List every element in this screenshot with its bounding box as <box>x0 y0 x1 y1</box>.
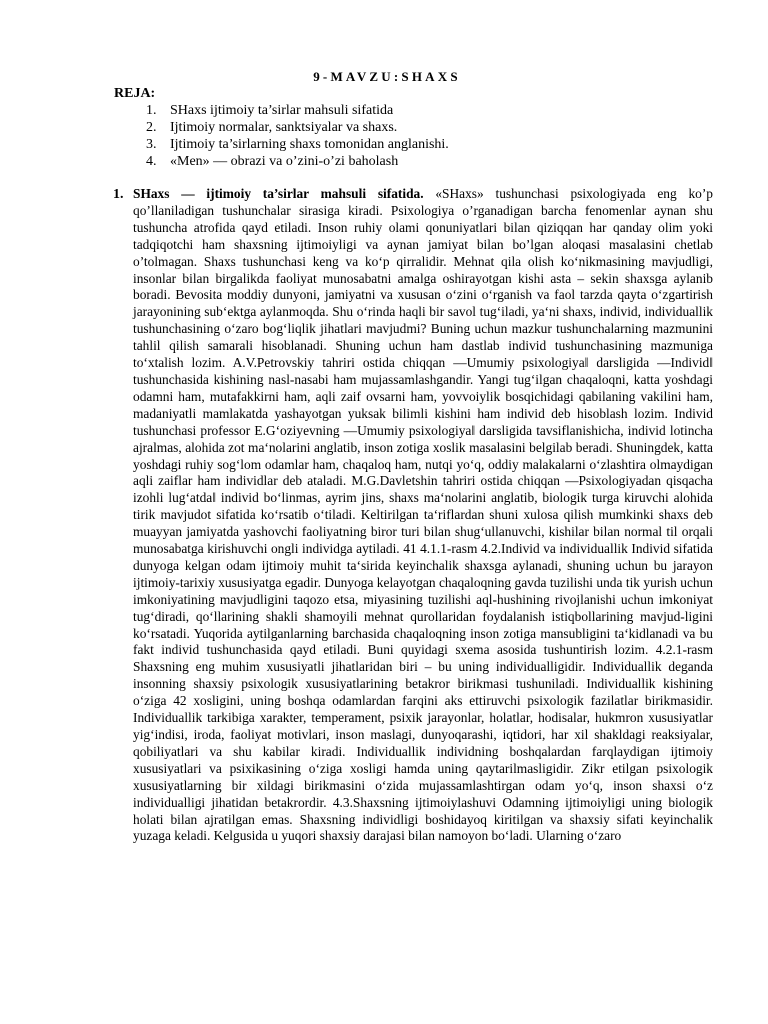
plan-item-number: 2. <box>146 120 157 135</box>
plan-item <box>146 102 449 119</box>
plan-item <box>146 136 449 153</box>
plan-item <box>146 119 449 136</box>
section-body-text: «SHaxs» tushunchasi psixologiyada eng ko’p qo’llaniladigan tushunchalar sirasiga kiradi. Psixologiya o’rganadigan barcha fenomenlar aynan shu tushuncha atrofida qayd etiladi. Inson ruhiy olami qonuniyatlari bilan qiziqqan har qanday olim yoki tadqiqotchi ham shaxsning ijtimoiyligi va aynan jamiyat bilan bo’lgan aloqasi masalasini chetlab o’tolmagan. Shaxs tushunchasi keng va ko‘p qirralidir. Mehnat qila olish ko‘nikmasining mavjudligi, insonlar bilan birgalikda faoliyat munosabatni amalga oshirayotgan kishi asta – sekin shaxsga aylanib boradi. Bevosita moddiy dunyoni, jamiyatni va xususan o‘zini o‘rganish va faol tarzda qayta o‘zgartirish jarayonining sub‘ektga aylanmoqda. Shu o‘rinda haqli bir savol tug‘iladi, ya‘ni shaxs, individ, individuallik tushunchasining o‘zaro bog‘liqlik jihatlari mavjudmi? Buning uchun mazkur tushunchalarning mazmunini tahlil qilish samarali hisoblanadi. Shuning uchun ham dastlab individ tushunchasining mazmuniga to‘xtalish lozim. A.V.Petrovskiy tahriri ostida chiqqan ―Umumiy psixologiya‖ darsligida ―Individ‖ tushunchasida kishining nasl-nasabi ham mujassamlashgandir. Yangi tug‘ilgan chaqaloqni, katta yoshdagi odamni ham, mutafakkirni ham, aqli zaif ovsarni ham, yovvoiylik bosqichidagi qabilaning vakilini ham, madaniyatli mamlakatda yashayotgan yuksak bilimli kishini ham individ deb hisoblash lozim. Individ tushunchasi professor E.G‘oziyevning ―Umumiy psixologiya‖ darsligida tavsiflanishicha, individ lotincha ajralmas, alohida zot ma‘nolarini anglatib, inson zotiga xoslik masalasini belgilab beradi. Shuningdek, katta yoshdagi ruhiy sog‘lom odamlar ham, chaqaloq ham, nutqi yo‘q, oddiy malakalarni o‘zlashtira olmaydigan aqli zaiflar ham individlar deb ataladi. M.G.Davletshin tahriri ostida chiqqan ―Psixologiyadan qisqacha izohli lug‘atda‖ individ bo‘linmas, ayrim jins, shaxs ma‘nolarini anglatib, biologik turga kiruvchi alohida tirik mavjudot sifatida ko‘rsatib o‘tiladi. Keltirilgan ta‘riflardan shuni xulosa qilish mumkinki shaxs deb muayyan jamiyatda yashovchi faoliyatning biror turi bilan shug‘ullanuvchi, kishilar bilan normal til orqali munosabatga kirishuvchi ongli individga aytiladi. 41 4.1.1-rasm 4.2.Individ va individuallik Individ sifatida dunyoga kelgan odam ijtimoiy muhit ta‘sirida keyinchalik shaxsga aylanadi, shuning uchun bu jarayon ijtimoiy-tarixiy xususiyatga egadir. Dunyoga kelayotgan chaqaloqning gavda tuzilishi unda tik yurish uchun imkoniyatining mavjudligini taqozo etsa, miyasining tuzilishi aql-hushining rivojlanishi uchun imkoniyat tug‘diradi, qo‘llarining shakli shamoyili mehnat qurollaridan foydalanish istiqbollarining mavjud-ligini ko‘rsatadi. Yuqorida aytilganlarning barchasida chaqaloqning inson zotiga mansubligini ta‘kidlanadi va bu fakt individ tushunchasida qayd etiladi. Buni quyidagi sxema asosida tushuntirish lozim. 4.2.1-rasm Shaxsning eng muhim xususiyatli jihatlaridan biri – bu uning individualligidir. Individuallik deganda insonning shaxsiy psixologik xususiyatlarining betakror birikmasi tushuniladi. Individuallik kishining o‘ziga 42 xosligini, uning boshqa odamlardan farqini aks ettiruvchi psixologik fazilatlar birikmasidir. Individuallik tarkibiga xarakter, temperament, psixik jarayonlar, holatlar, hodisalar, hukmron xususiyatlar yig‘indisi, iroda, faoliyat motivlari, inson maslagi, dunyoqarashi, iqtidori, har xil shakldagi reaksiyalar, qobiliyatlari va shu kabilar kiradi. Individuallik individning boshqalardan farqlaydigan ijtimoiy xususiyatlari va psixikasining o‘ziga xosligi hamda uning qaytarilmasligidir. Zikr etilgan psixologik xususiyatlarning bir xildagi birikmasini o‘zida mujassamlashtirgan odam yo‘q, inson shaxsi o‘z individualligi jihatidan betakrordir. 4.3.Shaxsning ijtimoiylashuvi Odamning ijtimoiyligi uning biologik holati bilan ajratilgan emas. Shaxsning individligi boshidayoq kiritilgan va shaxsiy sifati keyinchalik yuzaga keladi. Kelgusida u yuqori shaxsiy darajasi bilan namoyon bo‘ladi. Ularning o‘zaro <box>133 186 713 844</box>
plan-item <box>146 153 449 170</box>
section-body <box>133 186 713 845</box>
document-title: 9-MAVZU:SHAXS <box>313 69 461 84</box>
section-heading: SHaxs — ijtimoiy ta’sirlar mahsuli sifatida. <box>133 186 424 201</box>
plan-item-text: «Men» — obrazi va o’zini-o’zi baholash <box>170 154 399 169</box>
section-number: 1. <box>113 187 124 202</box>
plan-item-number: 1. <box>146 103 157 118</box>
plan-item-text: Ijtimoiy ta’sirlarning shaxs tomonidan anglanishi. <box>170 137 449 152</box>
plan-label: REJA: <box>114 86 156 101</box>
plan-item-number: 4. <box>146 154 157 169</box>
plan-item-text: SHaxs ijtimoiy ta’sirlar mahsuli sifatida <box>170 103 394 118</box>
plan-item-number: 3. <box>146 137 157 152</box>
plan-list <box>146 102 449 170</box>
plan-item-text: Ijtimoiy normalar, sanktsiyalar va shaxs. <box>170 120 398 135</box>
section-1 <box>113 186 713 845</box>
